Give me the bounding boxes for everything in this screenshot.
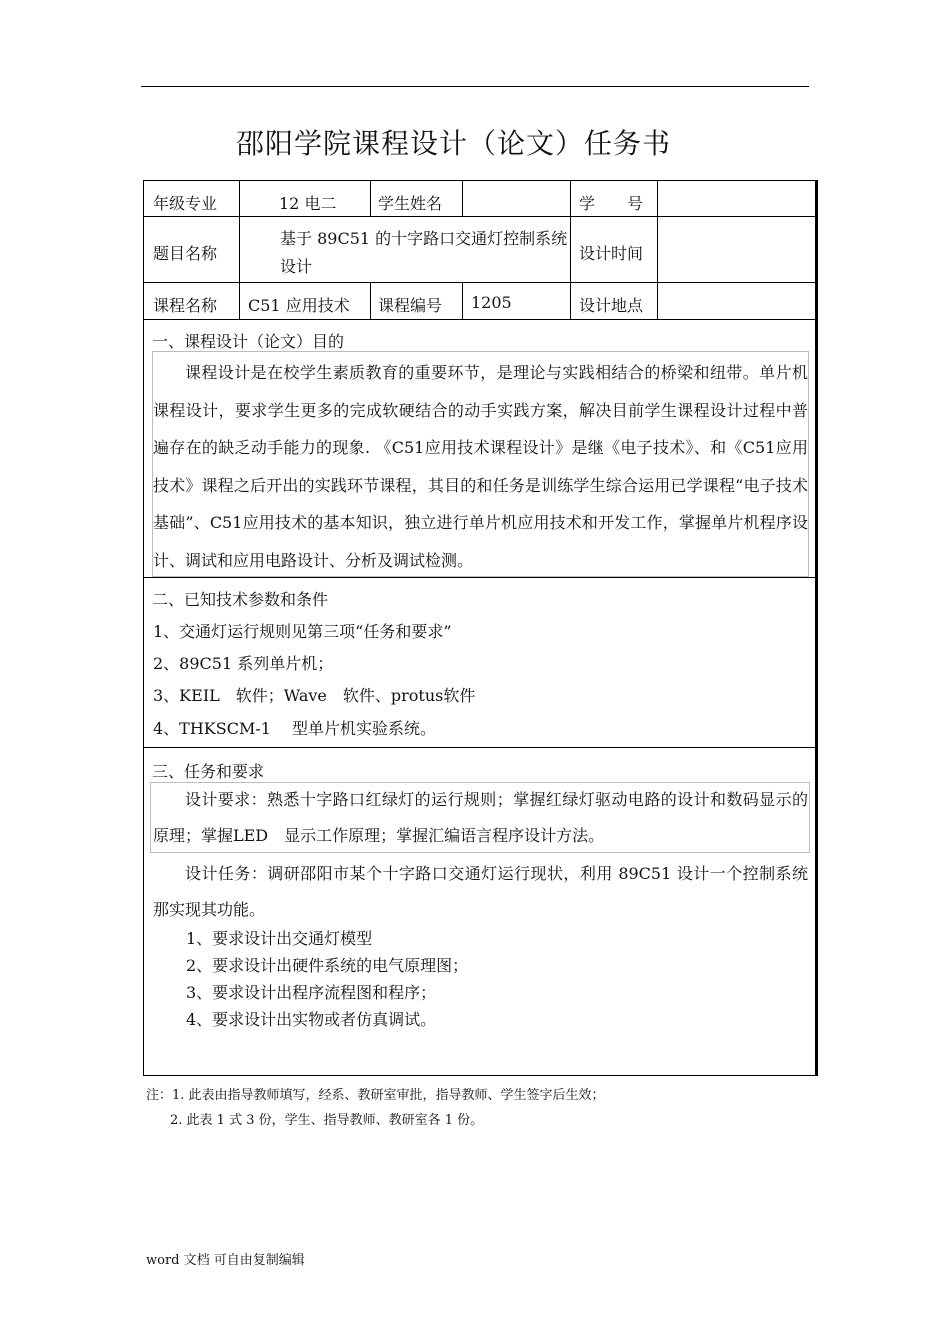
- grade-major-label: 年级专业: [153, 194, 218, 213]
- row-divider: [144, 216, 815, 217]
- col-divider: [370, 282, 371, 319]
- note-2: 2. 此表 1 式 3 份，学生、指导教师、教研室各 1 份。: [170, 1113, 484, 1128]
- course-code-value: 1205: [471, 293, 512, 312]
- note-1: 注：1. 此表由指导教师填写，经系、教研室审批，指导教师、学生签字后生效；: [146, 1088, 605, 1103]
- condition-item: 2、89C51 系列单片机；: [153, 654, 334, 673]
- task-table: [143, 180, 818, 1076]
- section-1-title: 一、课程设计（论文）目的: [152, 332, 345, 351]
- course-name-value: C51 应用技术: [248, 296, 350, 315]
- student-name-label: 学生姓名: [378, 194, 443, 213]
- design-tasks-intro: 设计任务：调研邵阳市某个十字路口交通灯运行现状，利用 89C51 设计一个控制系统那实现其功能。: [153, 864, 808, 919]
- topic-label: 题目名称: [153, 244, 218, 263]
- row-divider: [144, 747, 815, 748]
- grade-major-value: 12 电二: [279, 194, 337, 213]
- footer-text: word 文档 可自由复制编辑: [146, 1253, 305, 1268]
- row-divider: [144, 319, 815, 320]
- course-code-label: 课程编号: [378, 296, 443, 315]
- task-item: 2、要求设计出硬件系统的电气原理图；: [186, 956, 469, 975]
- row-divider: [144, 282, 815, 283]
- top-rule: [141, 86, 809, 87]
- section-3-title: 三、任务和要求: [152, 762, 265, 781]
- student-id-label: 学 号: [579, 194, 644, 213]
- col-divider: [462, 181, 463, 216]
- col-divider: [370, 181, 371, 216]
- design-place-label: 设计地点: [579, 296, 644, 315]
- col-divider: [462, 282, 463, 319]
- design-requirements: 设计要求：熟悉十字路口红绿灯的运行规则；掌握红绿灯驱动电路的设计和数码显示的原理；掌握LED 显示工作原理；掌握汇编语言程序设计方法。: [153, 790, 808, 845]
- design-time-label: 设计时间: [579, 244, 644, 263]
- col-divider: [239, 181, 240, 319]
- condition-item: 4、THKSCM-1 型单片机实验系统。: [153, 719, 437, 738]
- task-item: 3、要求设计出程序流程图和程序；: [186, 983, 437, 1002]
- task-item: 4、要求设计出实物或者仿真调试。: [186, 1010, 437, 1029]
- topic-value: 基于 89C51 的十字路口交通灯控制系统设计: [280, 229, 568, 276]
- section-2-title: 二、已知技术参数和条件: [152, 590, 329, 609]
- condition-item: 3、KEIL 软件；Wave 软件、protus软件: [153, 686, 476, 705]
- task-item: 1、要求设计出交通灯模型: [186, 929, 373, 948]
- col-divider: [657, 181, 658, 319]
- page-title: 邵阳学院课程设计（论文）任务书: [236, 127, 672, 160]
- condition-item: 1、交通灯运行规则见第三项“任务和要求”: [153, 622, 452, 641]
- col-divider: [570, 181, 571, 319]
- section-1-body: 课程设计是在校学生素质教育的重要环节，是理论与实践相结合的桥梁和纽带。单片机课程设计，要求学生更多的完成软硬结合的动手实践方案，解决目前学生课程设计过程中普遍存在的缺乏动手能力的现象. 《C51应用技术课程设计》是继《电子技术》、和《C51应用技术》课程之后开出的实践环节课程，其目的和任务是训练学生综合运用已学课程“电子技术基础”、C51应用技术的基本知识，独立进行单片机应用技术和开发工作，掌握单片机程序设计、调试和应用电路设计、分析及调试检测。: [153, 363, 808, 570]
- course-name-label: 课程名称: [153, 296, 218, 315]
